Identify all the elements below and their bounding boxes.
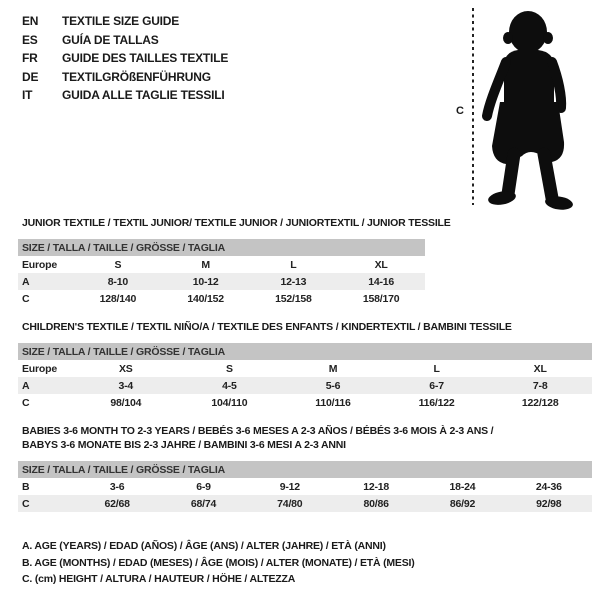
table-row [18, 360, 592, 377]
row-label: A [22, 379, 30, 392]
section-heading-line: BABIES 3-6 MONTH TO 2-3 YEARS / BEBÉS 3-6 MESES A 2-3 AÑOS / BÉBÉS 3-6 MOIS À 2-3 ANS / [22, 425, 494, 437]
cell-value: L [290, 258, 297, 271]
table-row [18, 495, 592, 512]
legend-line-c: C. (cm) HEIGHT / ALTURA / HAUTEUR / HÖHE / ALTEZZA [22, 573, 296, 585]
cell-value: 152/158 [275, 292, 312, 305]
cell-value: 98/104 [110, 396, 142, 409]
section-heading [18, 424, 592, 452]
language-code: EN [22, 14, 39, 28]
baby-silhouette-icon [478, 2, 600, 210]
cell-value: S [114, 258, 122, 271]
table-row [18, 478, 592, 495]
cell-value: 12-18 [363, 480, 390, 493]
height-measure-label: C [456, 105, 464, 117]
table-row [18, 256, 425, 273]
cell-value: 5-6 [325, 379, 341, 392]
cell-value: 6-9 [196, 480, 211, 493]
cell-value: 3-6 [109, 480, 125, 493]
height-measure-dashed-line [472, 8, 474, 205]
cell-value: 8-10 [107, 275, 128, 288]
language-label: GUIDE DES TAILLES TEXTILE [62, 51, 229, 65]
cell-value: 122/128 [521, 396, 559, 409]
table-row [18, 290, 425, 307]
size-tables [18, 216, 592, 525]
cell-value: 68/74 [190, 497, 217, 510]
cell-value: 18-24 [449, 480, 476, 493]
cell-value: 74/80 [277, 497, 303, 510]
language-label: GUIDA ALLE TAGLIE TESSILI [62, 88, 225, 102]
legend-line-b: B. AGE (MONTHS) / EDAD (MESES) / ÂGE (MOIS) / ALTER (MONATE) / ETÀ (MESI) [22, 556, 415, 569]
size-table [18, 461, 592, 512]
size-section [18, 320, 592, 411]
language-row [22, 86, 228, 105]
language-row [22, 31, 228, 50]
language-code: FR [22, 51, 38, 65]
cell-value: M [328, 362, 338, 375]
language-row [22, 68, 228, 87]
cell-value: 6-7 [429, 379, 444, 392]
cell-value: 128/140 [99, 292, 137, 305]
row-label: C [22, 292, 30, 305]
cell-value: 7-8 [532, 379, 548, 392]
language-row [22, 49, 228, 68]
cell-value: 3-4 [118, 379, 134, 392]
row-label: C [22, 396, 30, 409]
cell-value: 86/92 [449, 497, 476, 510]
cell-value: 62/68 [104, 497, 130, 510]
size-table [18, 343, 592, 411]
table-header-row [18, 239, 425, 256]
language-code: DE [22, 69, 39, 84]
cell-value: 12-13 [280, 275, 307, 288]
table-header-bar: SIZE / TALLA / TAILLE / GRÖSSE / TAGLIA [18, 343, 592, 360]
cell-value: 92/98 [536, 497, 562, 510]
row-label: C [22, 497, 30, 510]
language-label: GUÍA DE TALLAS [62, 32, 159, 47]
cell-value: XS [118, 362, 133, 375]
size-section [18, 424, 592, 512]
section-heading-line: BABYS 3-6 MONATE BIS 2-3 JAHRE / BAMBINI 3-6 MESI A 2-3 ANNI [22, 439, 346, 451]
table-row [18, 273, 425, 290]
language-code: IT [22, 88, 33, 102]
table-header-row [18, 461, 592, 478]
size-table [18, 239, 425, 307]
section-heading [18, 320, 592, 334]
language-label: TEXTILGRÖßENFÜHRUNG [62, 69, 211, 84]
size-section [18, 216, 451, 307]
cell-value: 158/170 [362, 292, 400, 305]
measurement-legend [22, 538, 415, 588]
cell-value: 9-12 [279, 480, 300, 493]
language-code: ES [22, 32, 38, 47]
cell-value: L [433, 362, 440, 375]
cell-value: S [225, 362, 233, 375]
cell-value: 24-36 [535, 480, 562, 493]
section-heading [18, 216, 451, 230]
section-heading-line: JUNIOR TEXTILE / TEXTIL JUNIOR/ TEXTILE JUNIOR / JUNIORTEXTIL / JUNIOR TESSILE [22, 217, 451, 229]
table-header-row [18, 343, 592, 360]
table-header-bar: SIZE / TALLA / TAILLE / GRÖSSE / TAGLIA [18, 239, 425, 256]
table-row [18, 394, 592, 411]
cell-value: XL [374, 258, 388, 271]
language-row [22, 12, 228, 31]
cell-value: 80/86 [363, 497, 389, 510]
language-label: TEXTILE SIZE GUIDE [62, 14, 180, 28]
cell-value: 14-16 [368, 275, 395, 288]
language-block [22, 12, 228, 105]
cell-value: 104/110 [211, 396, 248, 409]
cell-value: M [201, 258, 210, 271]
cell-value: 4-5 [222, 379, 237, 392]
row-label: Europe [22, 258, 57, 271]
section-heading-line: CHILDREN'S TEXTILE / TEXTIL NIÑO/A / TEXTILE DES ENFANTS / KINDERTEXTIL / BAMBINI TESSILE [22, 321, 512, 333]
row-label: A [22, 275, 30, 288]
cell-value: 10-12 [192, 275, 219, 288]
cell-value: XL [533, 362, 547, 375]
row-label: B [22, 480, 30, 493]
cell-value: 110/116 [315, 396, 351, 409]
cell-value: 140/152 [187, 292, 224, 305]
row-label: Europe [22, 362, 57, 375]
table-header-bar: SIZE / TALLA / TAILLE / GRÖSSE / TAGLIA [18, 461, 592, 478]
table-row [18, 377, 592, 394]
cell-value: 116/122 [418, 396, 455, 409]
legend-line-a: A. AGE (YEARS) / EDAD (AÑOS) / ÂGE (ANS) / ALTER (JAHRE) / ETÀ (ANNI) [22, 540, 386, 552]
